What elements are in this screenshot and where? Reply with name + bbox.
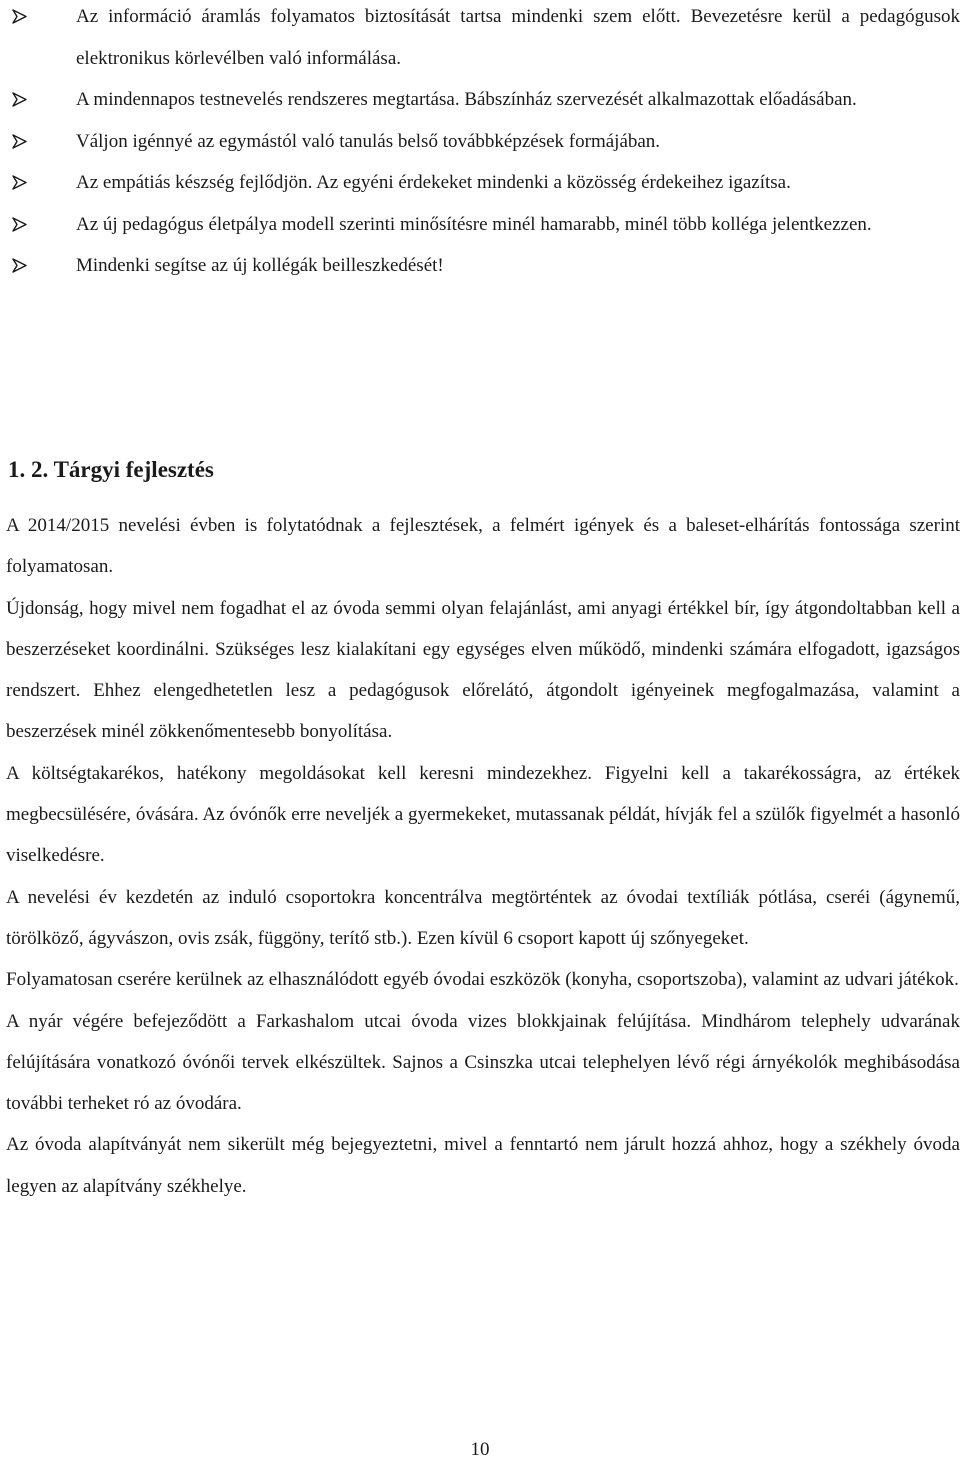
section-heading: 1. 2. Tárgyi fejlesztés bbox=[8, 457, 214, 482]
bullet-item bbox=[0, 204, 960, 246]
section-body bbox=[6, 505, 960, 1207]
paragraph: A nyár végére befejeződött a Farkashalom utcai óvoda vizes blokkjainak felújítása. Mindhárom telephely udvarának felújítására vonatkozó óvónői tervek elkészültek. Sajnos a Csinszka utcai telephelyen lévő régi árnyékolók meghibásodása további terheket ró az óvodára. bbox=[6, 1010, 960, 1115]
bullet-text: Váljon igénnyé az egymástól való tanulás belső továbbképzések formájában. bbox=[76, 130, 661, 152]
arrowhead-bullet-icon bbox=[12, 0, 32, 38]
arrowhead-bullet-icon bbox=[12, 79, 32, 121]
arrowhead-bullet-icon bbox=[12, 245, 32, 287]
bullet-item bbox=[0, 162, 960, 204]
arrowhead-bullet-icon bbox=[12, 204, 32, 246]
bullet-item bbox=[0, 79, 960, 121]
paragraph: Újdonság, hogy mivel nem fogadhat el az óvoda semmi olyan felajánlást, ami anyagi értékkel bír, így átgondoltabban kell a beszerzéseket koordinálni. Szükséges lesz kialakítani egy egységes elven működő, mindenki számára elfogadott, igazságos rendszert. Ehhez elengedhetetlen lesz a pedagógusok előrelátó, átgondolt igényeinek megfogalmazása, valamint a beszerzések minél zökkenőmentesebb bonyolítása. bbox=[6, 597, 960, 743]
bullet-text: Az új pedagógus életpálya modell szerinti minősítésre minél hamarabb, minél több kolléga jelentkezzen. bbox=[76, 213, 872, 235]
paragraph: A költségtakarékos, hatékony megoldásokat kell keresni mindezekhez. Figyelni kell a takarékosságra, az értékek megbecsülésére, óvására. Az óvónők erre neveljék a gyermekeket, mutassanak példát, hívják fel a szülők figyelmét a hasonló viselkedésre. bbox=[6, 762, 960, 867]
bullet-text: Az empátiás készség fejlődjön. Az egyéni érdekeket mindenki a közösség érdekeihez igazítsa. bbox=[76, 172, 791, 193]
paragraph: Az óvoda alapítványát nem sikerült még bejegyeztetni, mivel a fenntartó nem járult hozzá ahhoz, hogy a székhely óvoda legyen az alapítvány székhelye. bbox=[6, 1134, 960, 1197]
bullet-item bbox=[0, 0, 960, 79]
bullet-text: A mindennapos testnevelés rendszeres megtartása. Bábszínház szervezését alkalmazottak előadásában. bbox=[76, 89, 857, 110]
paragraph: A nevelési év kezdetén az induló csoportokra koncentrálva megtörténtek az óvodai textíliák pótlása, cseréi (ágynemű, törölköző, ágyvászon, ovis zsák, függöny, terítő stb.). Ezen kívül 6 csoport kapott új szőnyegeket. bbox=[6, 886, 960, 949]
page-number: 10 bbox=[470, 1439, 490, 1460]
paragraph: Folyamatosan cserére kerülnek az elhasználódott egyéb óvodai eszközök (konyha, csoportszoba), valamint az udvari játékok. bbox=[6, 969, 959, 991]
paragraph: A 2014/2015 nevelési évben is folytatódnak a fejlesztések, a felmért igények és a baleset-elhárítás fontossága szerint folyamatosan. bbox=[6, 515, 960, 578]
bullet-list bbox=[0, 0, 960, 287]
bullet-item bbox=[0, 121, 960, 163]
bullet-text: Mindenki segítse az új kollégák beilleszkedését! bbox=[76, 255, 444, 276]
bullet-item bbox=[0, 245, 960, 287]
bullet-text: Az információ áramlás folyamatos biztosítását tartsa mindenki szem előtt. Bevezetésre kerül a pedagógusok elektronikus körlevélben való informálása. bbox=[76, 6, 960, 69]
arrowhead-bullet-icon bbox=[12, 162, 32, 204]
arrowhead-bullet-icon bbox=[12, 121, 32, 163]
